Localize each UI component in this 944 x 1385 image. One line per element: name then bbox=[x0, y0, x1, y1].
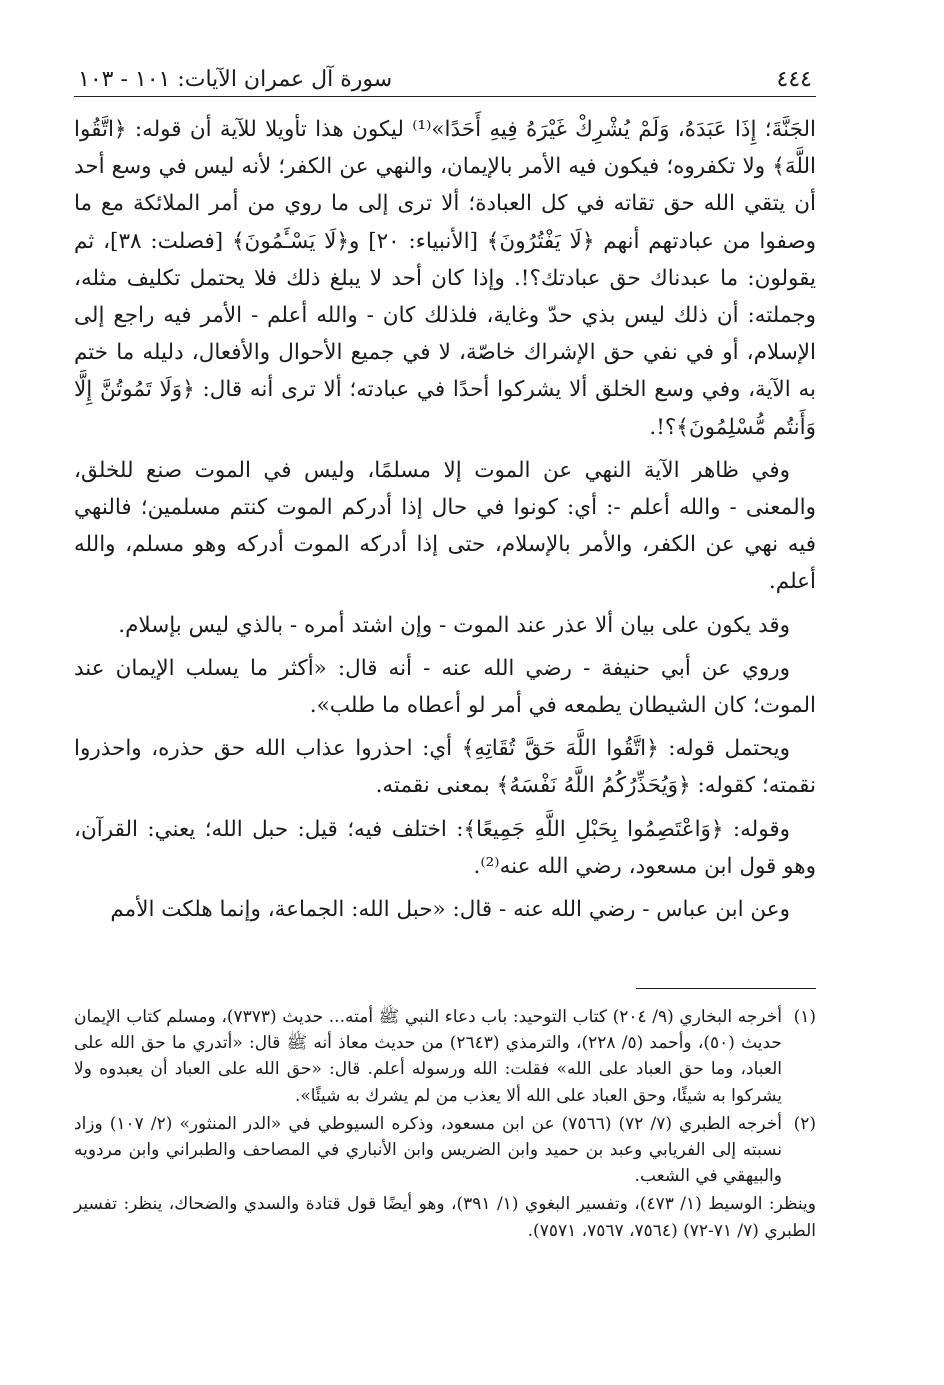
footnotes bbox=[74, 1004, 816, 1246]
footnote-text: أخرجه الطبري (٧/ ٧٢) (٧٥٦٦) عن ابن مسعود، وذكره السيوطي في «الدر المنثور» (٢/ ١٠٧) وزاد نسبته إلى الفريابي وعبد بن حميد وابن الضريس وابن الأنباري في المصاحف والطبراني وابن مردويه والبيهقي في الشعب. bbox=[74, 1113, 783, 1187]
footnote-mark: (١) bbox=[793, 1007, 816, 1027]
paragraph-6: وقوله: ﴿وَاعْتَصِمُوا بِحَبْلِ اللَّهِ جَمِيعًا﴾: اختلف فيه؛ قيل: حبل الله؛ يعني: القرآن، وهو قول ابن مسعود، رضي الله عنه⁽²⁾. bbox=[74, 816, 816, 879]
footnote-2-continuation bbox=[74, 1191, 816, 1243]
paragraph-3: وقد يكون على بيان ألا عذر عند الموت - وإن اشتد أمره - بالذي ليس بإسلام. bbox=[118, 612, 790, 638]
running-header bbox=[74, 52, 816, 97]
footnote-separator bbox=[74, 988, 816, 989]
footnote-1 bbox=[74, 1004, 816, 1109]
page bbox=[74, 52, 816, 934]
main-text bbox=[74, 111, 816, 928]
running-title: سورة آل عمران الآيات: ١٠١ - ١٠٣ bbox=[78, 67, 393, 92]
paragraph-7: وعن ابن عباس - رضي الله عنه - قال: «حبل الله: الجماعة، وإنما هلكت الأمم bbox=[110, 897, 790, 923]
paragraph-5: ويحتمل قوله: ﴿اتَّقُوا اللَّهَ حَقَّ تُقَاتِهِ﴾ أي: احذروا عذاب الله حق حذره، واحذروا نقمته؛ كقوله: ﴿وَيُحَذِّرُكُمُ اللَّهُ نَفْسَهُ﴾ بمعنى نقمته. bbox=[74, 736, 816, 799]
footnote-mark: (٢) bbox=[793, 1113, 816, 1134]
footnote-text: أخرجه البخاري (٩/ ٢٠٤) كتاب التوحيد: باب دعاء النبي ﷺ أمته... حديث (٧٣٧٣)، ومسلم كتاب الإيمان حديث (٥٠)، وأحمد (٥/ ٢٢٨)، والترمذي (٢٦٤٣) من حديث معاذ أنه ﷺ قال: «أتدري ما حق الله على العباد، وما حق العباد على الله» فقلت: الله ورسوله أعلم. قال: «حق الله على العباد أن يعبدوه ولا يشركوا به شيئًا، وحق العباد على الله ألا يعذب من لم يشرك به شيئًا». bbox=[74, 1007, 782, 1106]
paragraph-2: وفي ظاهر الآية النهي عن الموت إلا مسلمًا، وليس في الموت صنع للخلق، والمعنى - والله أعلم -: أي: كونوا في حال إذا أدركم الموت كنتم مسلمين؛ فالنهي فيه نهي عن الكفر، والأمر بالإسلام، حتى إذا أدركه الموت أدركه وهو مسلم، والله أعلم. bbox=[74, 457, 816, 595]
paragraph-1: الجَنَّةَ؛ إِذَا عَبَدَهُ، وَلَمْ يُشْرِكْ غَيْرَهُ فِيهِ أَحَدًا»⁽¹⁾ ليكون هذا تأويلا للآية أن قوله: ﴿اتَّقُوا اللَّهَ﴾ ولا تكفروه؛ فيكون فيه الأمر بالإيمان، والنهي عن الكفر؛ لأنه ليس في وسع أحد أن يتقي الله حق تقاته في كل العبادة؛ ألا ترى إلى ما روي من أمر الملائكة مع ما وصفوا من عبادتهم أنهم ﴿لَا يَفْتُرُونَ﴾ [الأنبياء: ٢٠] و﴿لَا يَسْـَٔمُونَ﴾ [فصلت: ٣٨]، ثم يقولون: ما عبدناك حق عبادتك؟!. وإذا كان أحد لا يبلغ ذلك فلا يحتمل تكليف مثله، وجملته: أن ذلك ليس بذي حدّ وغاية، فلذلك كان - والله أعلم - الأمر فيه راجع إلى الإسلام، أو في نفي حق الإشراك خاصّة، لا في جميع الأحوال والأفعال، دليله ما ختم به الآية، وفي وسع الخلق ألا يشركوا أحدًا في عبادته؛ ألا ترى أنه قال: ﴿وَلَا تَمُوتُنَّ إِلَّا وَأَنتُم مُّسْلِمُونَ﴾؟!. bbox=[74, 117, 817, 440]
footnote-text: وينظر: الوسيط (١/ ٤٧٣)، وتفسير البغوي (١/ ٣٩١)، وهو أيضًا قول قتادة والسدي والضحاك، ينظر: تفسير الطبري (٧/ ٧١-٧٢) (٧٥٦٤، ٧٥٦٧، ٧٥٧١). bbox=[74, 1194, 816, 1241]
page-number: ٤٤٤ bbox=[776, 67, 812, 92]
footnote-2 bbox=[74, 1111, 816, 1190]
paragraph-4: وروي عن أبي حنيفة - رضي الله عنه - أنه قال: «أكثر ما يسلب الإيمان عند الموت؛ كان الشيطان يطمعه في أمر لو أعطاه ما طلب». bbox=[74, 655, 816, 719]
